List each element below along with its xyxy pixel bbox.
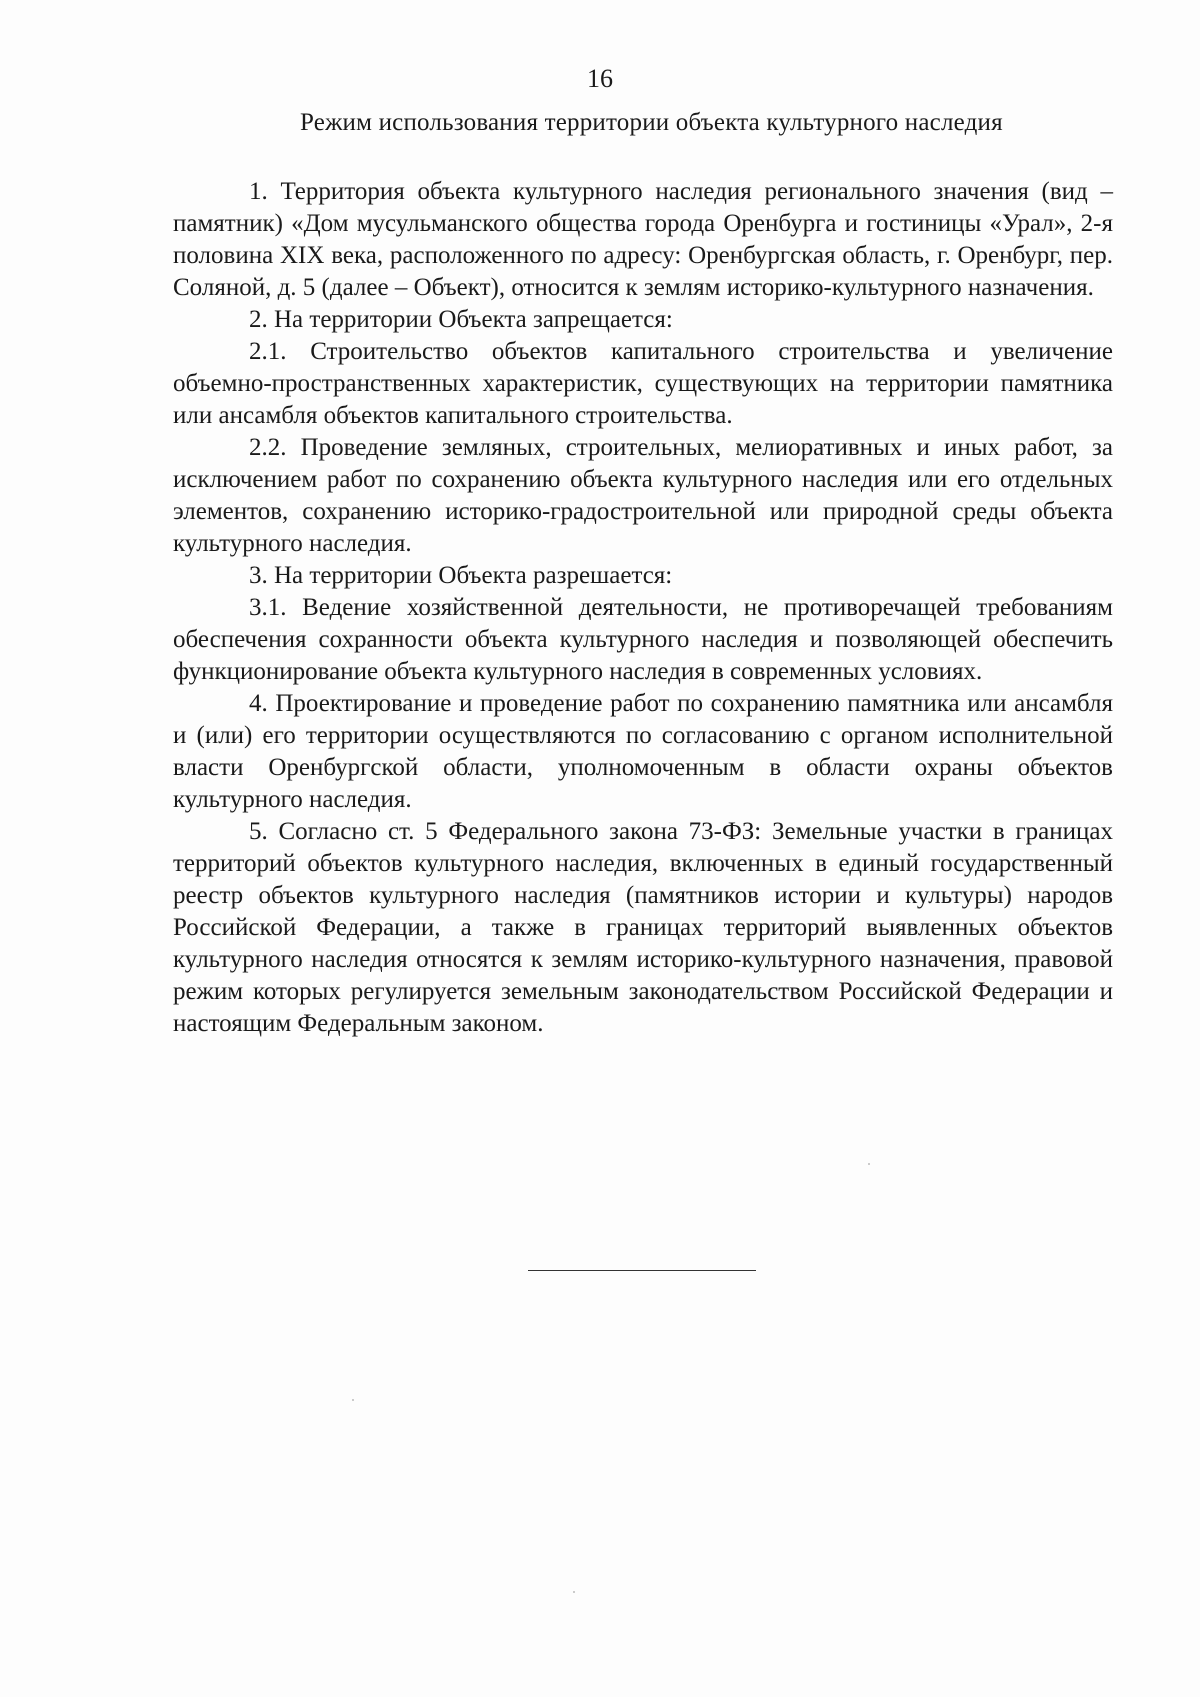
- paragraph-2: 2. На территории Объекта запрещается:: [249, 306, 673, 333]
- paragraph-5: 5. Согласно ст. 5 Федерального закона 73-ФЗ: Земельные участки в границах территорий объектов культурного наследия, включенных в единый государственный реестр объектов культурного наследия (памятников истории и культуры) народов Российской Федерации, а также в границах территорий выявленных объектов культурного наследия относятся к землям историко-культурного назначения, правовой режим которых регулируется земельным законодательством Российской Федерации и настоящим Федеральным законом.: [173, 818, 1113, 1037]
- paragraph-3-1: 3.1. Ведение хозяйственной деятельности, не противоречащей требованиям обеспечения сохранности объекта культурного наследия и позволяющей обеспечить функционирование объекта культурного наследия в современных условиях.: [173, 594, 1113, 685]
- end-separator-line: [528, 1270, 756, 1271]
- scan-speck: [352, 1399, 354, 1401]
- paragraph-4: 4. Проектирование и проведение работ по сохранению памятника или ансамбля и (или) его территории осуществляются по согласованию с органом исполнительной власти Оренбургской области, уполномоченным в области охраны объектов культурного наследия.: [173, 690, 1113, 813]
- page-title: Режим использования территории объекта культурного наследия: [300, 109, 1003, 136]
- paragraph-1: 1. Территория объекта культурного наследия регионального значения (вид – памятник) «Дом мусульманского общества города Оренбурга и гостиницы «Урал», 2-я половина XIX века, расположенного по адресу: Оренбургская область, г. Оренбург, пер. Соляной, д. 5 (далее – Объект), относится к землям историко-культурного назначения.: [173, 178, 1113, 301]
- paragraph-2-2: 2.2. Проведение земляных, строительных, мелиоративных и иных работ, за исключением работ по сохранению объекта культурного наследия или его отдельных элементов, сохранению историко-градостроительной или природной среды объекта культурного наследия.: [173, 434, 1113, 557]
- paragraph-3: 3. На территории Объекта разрешается:: [249, 562, 673, 589]
- document-body: [173, 176, 1113, 1040]
- page-number: 16: [587, 64, 613, 93]
- scan-speck: [573, 1591, 575, 1593]
- scan-speck: [868, 1163, 870, 1165]
- paragraph-2-1: 2.1. Строительство объектов капитального строительства и увеличение объемно-пространственных характеристик, существующих на территории памятника или ансамбля объектов капитального строительства.: [173, 338, 1113, 429]
